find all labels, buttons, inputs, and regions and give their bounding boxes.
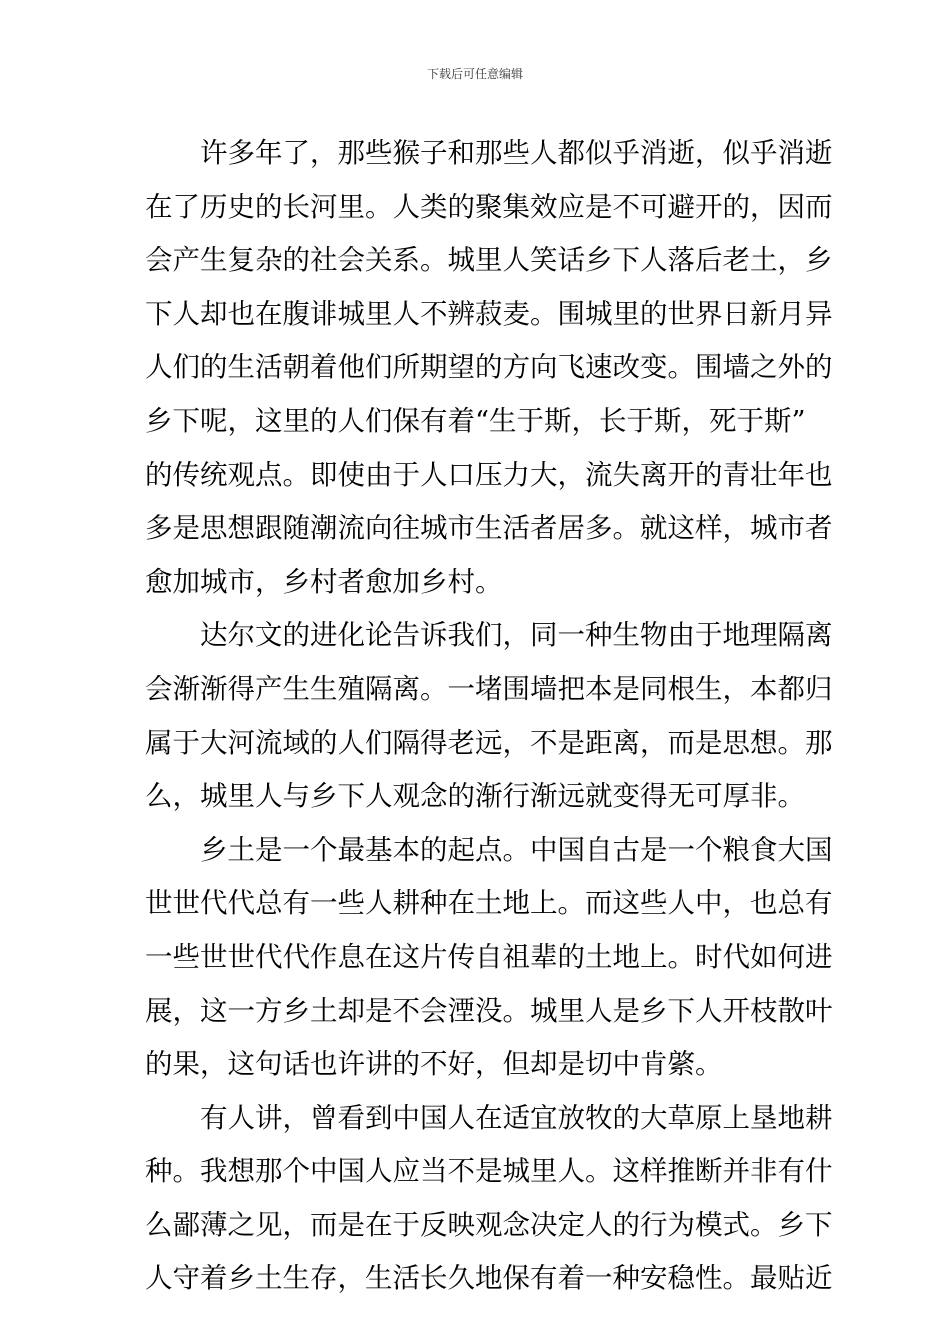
text-line: 下人却也在腹诽城里人不辨菽麦。围城里的世界日新月异 <box>145 297 833 330</box>
text-line: 一些世世代代作息在这片传自祖辈的土地上。时代如何进 <box>145 940 833 973</box>
text-line: 会渐渐得产生生殖隔离。一堵围墙把本是同根生，本都归 <box>145 672 833 705</box>
text-line: 在了历史的长河里。人类的聚集效应是不可避开的，因而 <box>145 190 833 223</box>
text-line: 达尔文的进化论告诉我们，同一种生物由于地理隔离 <box>200 619 833 652</box>
text-line: 乡下呢，这里的人们保有着“生于斯，长于斯，死于斯” <box>145 404 806 437</box>
text-line: 的果，这句话也许讲的不好，但却是切中肯綮。 <box>145 1048 723 1081</box>
text-line: 世世代代总有一些人耕种在土地上。而这些人中，也总有 <box>145 887 833 920</box>
text-line: 有人讲，曾看到中国人在适宜放牧的大草原上垦地耕 <box>200 1101 833 1134</box>
text-line: 么鄙薄之见，而是在于反映观念决定人的行为模式。乡下 <box>145 1208 833 1241</box>
text-line: 人们的生活朝着他们所期望的方向飞速改变。围墙之外的 <box>145 351 833 384</box>
paragraph-1 <box>145 127 833 609</box>
document-body <box>145 127 833 1306</box>
text-line: 展，这一方乡土却是不会湮没。城里人是乡下人开枝散叶 <box>145 994 833 1027</box>
text-line: 愈加城市，乡村者愈加乡村。 <box>145 565 503 598</box>
paragraph-3 <box>145 824 833 1092</box>
text-line: 属于大河流域的人们隔得老远，不是距离，而是思想。那 <box>145 726 833 759</box>
text-line: 种。我想那个中国人应当不是城里人。这样推断并非有什 <box>145 1155 833 1188</box>
text-line: 多是思想跟随潮流向往城市生活者居多。就这样，城市者 <box>145 512 833 545</box>
text-line: 会产生复杂的社会关系。城里人笑话乡下人落后老土，乡 <box>145 244 833 277</box>
page-header: 下载后可任意编辑 <box>426 67 523 81</box>
text-line: 许多年了，那些猴子和那些人都似乎消逝，似乎消逝 <box>200 137 833 169</box>
paragraph-4 <box>145 1092 833 1306</box>
paragraph-2 <box>145 609 833 823</box>
text-line: 的传统观点。即使由于人口压力大，流失离开的青壮年也 <box>145 458 833 491</box>
text-line: 人守着乡土生存，生活长久地保有着一种安稳性。最贴近 <box>145 1262 833 1295</box>
text-line: 乡土是一个最基本的起点。中国自古是一个粮食大国 <box>200 833 833 866</box>
text-line: 么，城里人与乡下人观念的渐行渐远就变得无可厚非。 <box>145 780 805 813</box>
